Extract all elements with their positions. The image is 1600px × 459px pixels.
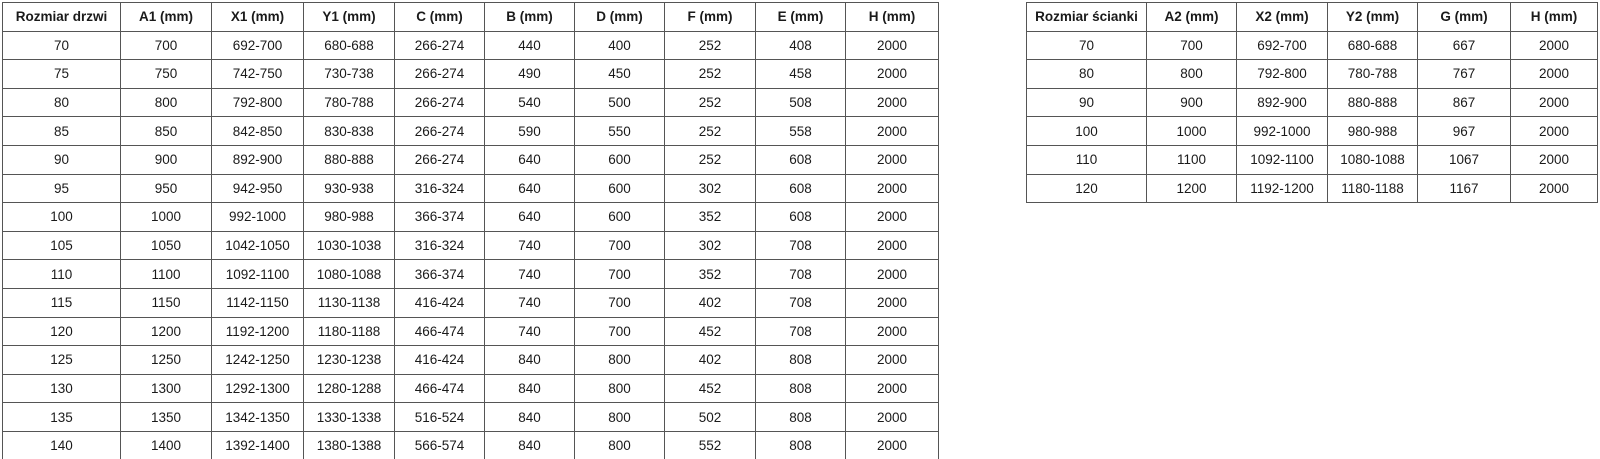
table-cell: 808 [756,403,846,432]
table-cell: 1067 [1418,145,1511,174]
table-cell: 680-688 [304,31,395,60]
table-cell: 930-938 [304,174,395,203]
column-header: F (mm) [665,3,756,32]
table-cell: 402 [665,346,756,375]
table-row [3,60,939,89]
table-cell: 1180-1188 [304,317,395,346]
table-cell: 266-274 [395,145,485,174]
column-header: Rozmiar drzwi [3,3,121,32]
column-header: A1 (mm) [121,3,212,32]
table-cell: 808 [756,346,846,375]
table-cell: 767 [1418,60,1511,89]
table-cell: 2000 [846,288,939,317]
column-header: Y1 (mm) [304,3,395,32]
column-header: H (mm) [1511,3,1598,32]
table-cell: 1280-1288 [304,374,395,403]
table-cell: 1042-1050 [212,231,304,260]
table-cell: 552 [665,431,756,459]
table-cell: 1142-1150 [212,288,304,317]
column-header: Rozmiar ścianki [1027,3,1147,32]
table-cell: 1192-1200 [1237,174,1328,203]
table-cell: 1292-1300 [212,374,304,403]
table-cell: 450 [575,60,665,89]
table-cell: 402 [665,288,756,317]
table-cell: 740 [485,317,575,346]
table-cell: 2000 [1511,174,1598,203]
table-cell: 1050 [121,231,212,260]
table-cell: 780-788 [1328,60,1418,89]
column-header: D (mm) [575,3,665,32]
wall-size-table [1026,2,1598,203]
table-cell: 700 [1147,31,1237,60]
table-row [3,288,939,317]
table-cell: 316-324 [395,174,485,203]
column-header: H (mm) [846,3,939,32]
table-cell: 600 [575,174,665,203]
table-cell: 680-688 [1328,31,1418,60]
table-cell: 640 [485,203,575,232]
table-cell: 466-474 [395,374,485,403]
table-cell: 1080-1088 [304,260,395,289]
table-cell: 266-274 [395,117,485,146]
table-cell: 700 [121,31,212,60]
column-header: X1 (mm) [212,3,304,32]
table-cell: 110 [3,260,121,289]
table-cell: 700 [575,288,665,317]
header-row [1027,3,1598,32]
table-cell: 2000 [846,431,939,459]
table-cell: 742-750 [212,60,304,89]
table-row [3,145,939,174]
column-header: X2 (mm) [1237,3,1328,32]
table-cell: 105 [3,231,121,260]
table-cell: 2000 [846,31,939,60]
column-header: Y2 (mm) [1328,3,1418,32]
table-cell: 792-800 [1237,60,1328,89]
table-cell: 516-524 [395,403,485,432]
table-cell: 490 [485,60,575,89]
table-row [1027,31,1598,60]
table-row [3,31,939,60]
table-cell: 100 [3,203,121,232]
table-cell: 880-888 [304,145,395,174]
table-cell: 302 [665,174,756,203]
table-cell: 416-424 [395,346,485,375]
table-cell: 740 [485,260,575,289]
table-cell: 1000 [121,203,212,232]
table-row [1027,174,1598,203]
table-cell: 1192-1200 [212,317,304,346]
table-cell: 2000 [846,231,939,260]
table-cell: 967 [1418,117,1511,146]
table-cell: 75 [3,60,121,89]
table-cell: 440 [485,31,575,60]
table-cell: 366-374 [395,203,485,232]
table-cell: 992-1000 [1237,117,1328,146]
table-cell: 808 [756,374,846,403]
table-cell: 130 [3,374,121,403]
table-cell: 2000 [846,317,939,346]
table-cell: 892-900 [1237,88,1328,117]
table-cell: 792-800 [212,88,304,117]
table-row [3,174,939,203]
table-cell: 1167 [1418,174,1511,203]
table-row [3,317,939,346]
table-cell: 608 [756,203,846,232]
table-cell: 252 [665,117,756,146]
table-cell: 708 [756,231,846,260]
table-cell: 1400 [121,431,212,459]
table-cell: 808 [756,431,846,459]
door-size-table [2,2,939,459]
column-header: A2 (mm) [1147,3,1237,32]
table-cell: 352 [665,203,756,232]
table-cell: 80 [1027,60,1147,89]
table-cell: 900 [1147,88,1237,117]
table-cell: 266-274 [395,31,485,60]
column-header: C (mm) [395,3,485,32]
table-cell: 1080-1088 [1328,145,1418,174]
table-cell: 1100 [1147,145,1237,174]
table-row [1027,60,1598,89]
column-header: E (mm) [756,3,846,32]
table-cell: 540 [485,88,575,117]
table-cell: 2000 [846,403,939,432]
table-cell: 1200 [1147,174,1237,203]
table-cell: 2000 [1511,60,1598,89]
table-cell: 800 [121,88,212,117]
table-cell: 352 [665,260,756,289]
table-cell: 566-574 [395,431,485,459]
table-row [1027,88,1598,117]
table-row [1027,145,1598,174]
table-cell: 316-324 [395,231,485,260]
table-cell: 708 [756,317,846,346]
table-cell: 366-374 [395,260,485,289]
table-row [3,260,939,289]
table-cell: 840 [485,403,575,432]
table-cell: 800 [575,403,665,432]
table-cell: 700 [575,260,665,289]
table-cell: 1250 [121,346,212,375]
table-cell: 558 [756,117,846,146]
table-cell: 780-788 [304,88,395,117]
table-cell: 980-988 [304,203,395,232]
column-header: B (mm) [485,3,575,32]
table-cell: 1230-1238 [304,346,395,375]
table-cell: 508 [756,88,846,117]
table-cell: 408 [756,31,846,60]
table-cell: 302 [665,231,756,260]
table-cell: 2000 [846,374,939,403]
table-row [3,231,939,260]
table-cell: 452 [665,317,756,346]
table-row [3,374,939,403]
table-cell: 840 [485,431,575,459]
table-cell: 120 [1027,174,1147,203]
header-row [3,3,939,32]
table-cell: 110 [1027,145,1147,174]
table-cell: 608 [756,145,846,174]
table-cell: 867 [1418,88,1511,117]
table-row [3,346,939,375]
table-cell: 880-888 [1328,88,1418,117]
table-cell: 850 [121,117,212,146]
table-cell: 980-988 [1328,117,1418,146]
table-cell: 608 [756,174,846,203]
table-cell: 842-850 [212,117,304,146]
table-cell: 266-274 [395,88,485,117]
table-cell: 1130-1138 [304,288,395,317]
table-cell: 2000 [846,260,939,289]
table-row [3,431,939,459]
table-cell: 1342-1350 [212,403,304,432]
table-cell: 100 [1027,117,1147,146]
table-cell: 140 [3,431,121,459]
table-cell: 90 [1027,88,1147,117]
table-cell: 2000 [846,174,939,203]
table-cell: 466-474 [395,317,485,346]
table-cell: 640 [485,145,575,174]
table-row [3,88,939,117]
table-cell: 1350 [121,403,212,432]
table-cell: 600 [575,203,665,232]
table-cell: 600 [575,145,665,174]
table-cell: 85 [3,117,121,146]
table-cell: 942-950 [212,174,304,203]
table-cell: 135 [3,403,121,432]
table-cell: 2000 [1511,88,1598,117]
table-cell: 90 [3,145,121,174]
table-cell: 2000 [846,203,939,232]
table-cell: 2000 [846,117,939,146]
table-row [3,403,939,432]
table-cell: 1030-1038 [304,231,395,260]
table-cell: 1392-1400 [212,431,304,459]
table-cell: 708 [756,260,846,289]
table-cell: 992-1000 [212,203,304,232]
table-cell: 2000 [846,346,939,375]
table-cell: 700 [575,317,665,346]
table-cell: 900 [121,145,212,174]
table-cell: 730-738 [304,60,395,89]
table-cell: 252 [665,88,756,117]
table-row [3,203,939,232]
table-cell: 1242-1250 [212,346,304,375]
table-cell: 95 [3,174,121,203]
table-cell: 1092-1100 [212,260,304,289]
table-cell: 70 [3,31,121,60]
table-cell: 800 [575,374,665,403]
table-cell: 125 [3,346,121,375]
table-cell: 640 [485,174,575,203]
table-row [1027,117,1598,146]
table-cell: 1092-1100 [1237,145,1328,174]
table-cell: 266-274 [395,60,485,89]
table-cell: 950 [121,174,212,203]
table-cell: 2000 [846,145,939,174]
table-cell: 1000 [1147,117,1237,146]
table-cell: 502 [665,403,756,432]
table-row [3,117,939,146]
table-cell: 800 [1147,60,1237,89]
table-cell: 1100 [121,260,212,289]
column-header: G (mm) [1418,3,1511,32]
table-cell: 80 [3,88,121,117]
table-cell: 667 [1418,31,1511,60]
table-cell: 1150 [121,288,212,317]
table-cell: 840 [485,346,575,375]
table-cell: 750 [121,60,212,89]
table-cell: 892-900 [212,145,304,174]
table-cell: 400 [575,31,665,60]
table-cell: 740 [485,231,575,260]
table-cell: 1330-1338 [304,403,395,432]
table-cell: 458 [756,60,846,89]
table-cell: 692-700 [212,31,304,60]
table-cell: 708 [756,288,846,317]
table-cell: 2000 [1511,145,1598,174]
table-cell: 700 [575,231,665,260]
table-cell: 452 [665,374,756,403]
table-cell: 252 [665,60,756,89]
table-cell: 2000 [846,60,939,89]
table-cell: 1380-1388 [304,431,395,459]
table-cell: 550 [575,117,665,146]
table-cell: 252 [665,31,756,60]
table-cell: 120 [3,317,121,346]
table-cell: 830-838 [304,117,395,146]
table-cell: 416-424 [395,288,485,317]
table-cell: 740 [485,288,575,317]
table-cell: 1180-1188 [1328,174,1418,203]
table-cell: 252 [665,145,756,174]
table-cell: 800 [575,346,665,375]
table-cell: 500 [575,88,665,117]
table-cell: 1200 [121,317,212,346]
table-cell: 115 [3,288,121,317]
table-cell: 692-700 [1237,31,1328,60]
table-cell: 2000 [1511,31,1598,60]
table-cell: 840 [485,374,575,403]
table-cell: 2000 [1511,117,1598,146]
table-cell: 800 [575,431,665,459]
table-cell: 1300 [121,374,212,403]
table-cell: 70 [1027,31,1147,60]
table-cell: 590 [485,117,575,146]
table-cell: 2000 [846,88,939,117]
